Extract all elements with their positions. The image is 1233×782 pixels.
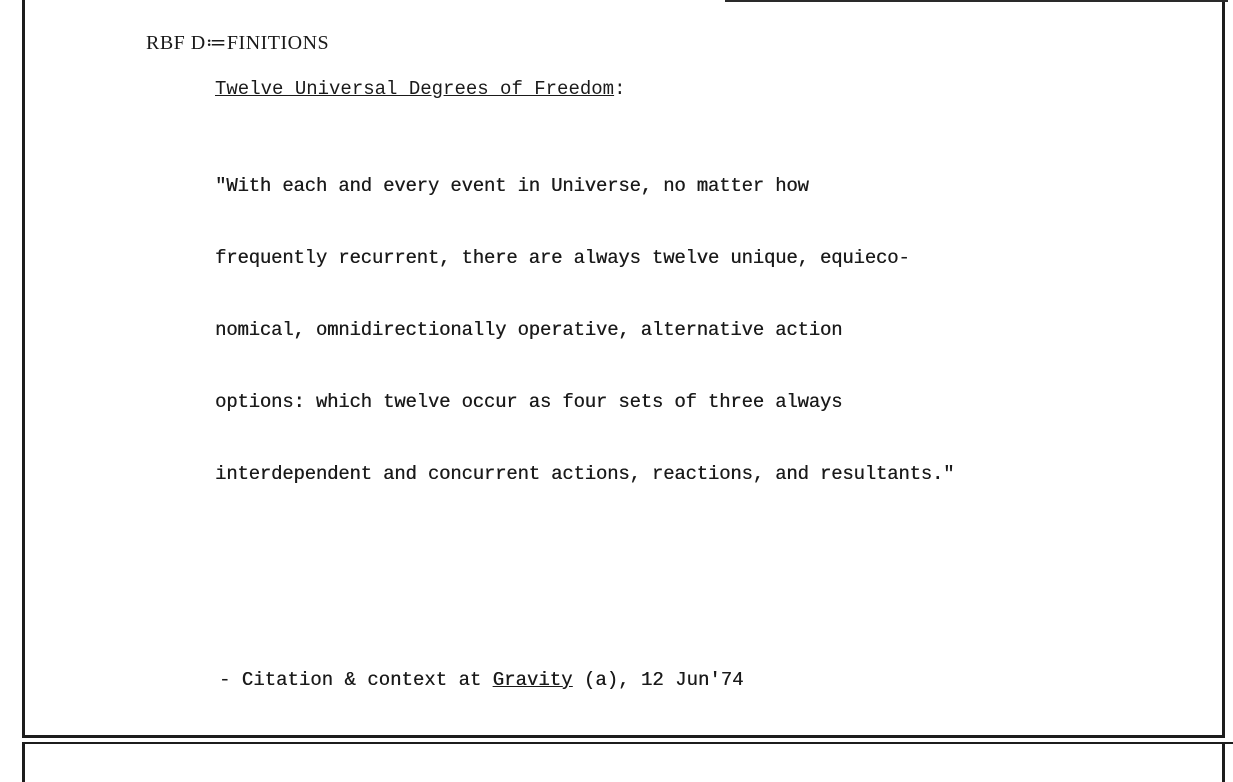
citation-link-gravity[interactable]: Gravity bbox=[492, 669, 573, 691]
citation-line bbox=[219, 669, 744, 691]
quote-line: frequently recurrent, there are always twelve unique, equieco- bbox=[215, 247, 910, 269]
next-card-edge bbox=[22, 742, 1233, 782]
card-header: RBF D≔FINITIONS bbox=[146, 32, 330, 54]
next-card-right-edge bbox=[1222, 742, 1225, 782]
quote-line: interdependent and concurrent actions, reactions, and resultants." bbox=[215, 463, 955, 485]
citation-suffix: (a), 12 Jun'74 bbox=[572, 669, 744, 691]
quote-line: "With each and every event in Universe, no matter how bbox=[215, 175, 809, 197]
quote-line: nomical, omnidirectionally operative, alternative action bbox=[215, 319, 843, 341]
quote-line: options: which twelve occur as four sets of three always bbox=[215, 391, 843, 413]
definition-title-text: Twelve Universal Degrees of Freedom bbox=[215, 78, 615, 100]
card-top-edge bbox=[725, 0, 1228, 2]
definition-quote bbox=[215, 126, 954, 510]
definition-title bbox=[215, 78, 625, 100]
definition-title-colon: : bbox=[614, 78, 626, 100]
citation-prefix: - Citation & context at bbox=[219, 669, 493, 691]
